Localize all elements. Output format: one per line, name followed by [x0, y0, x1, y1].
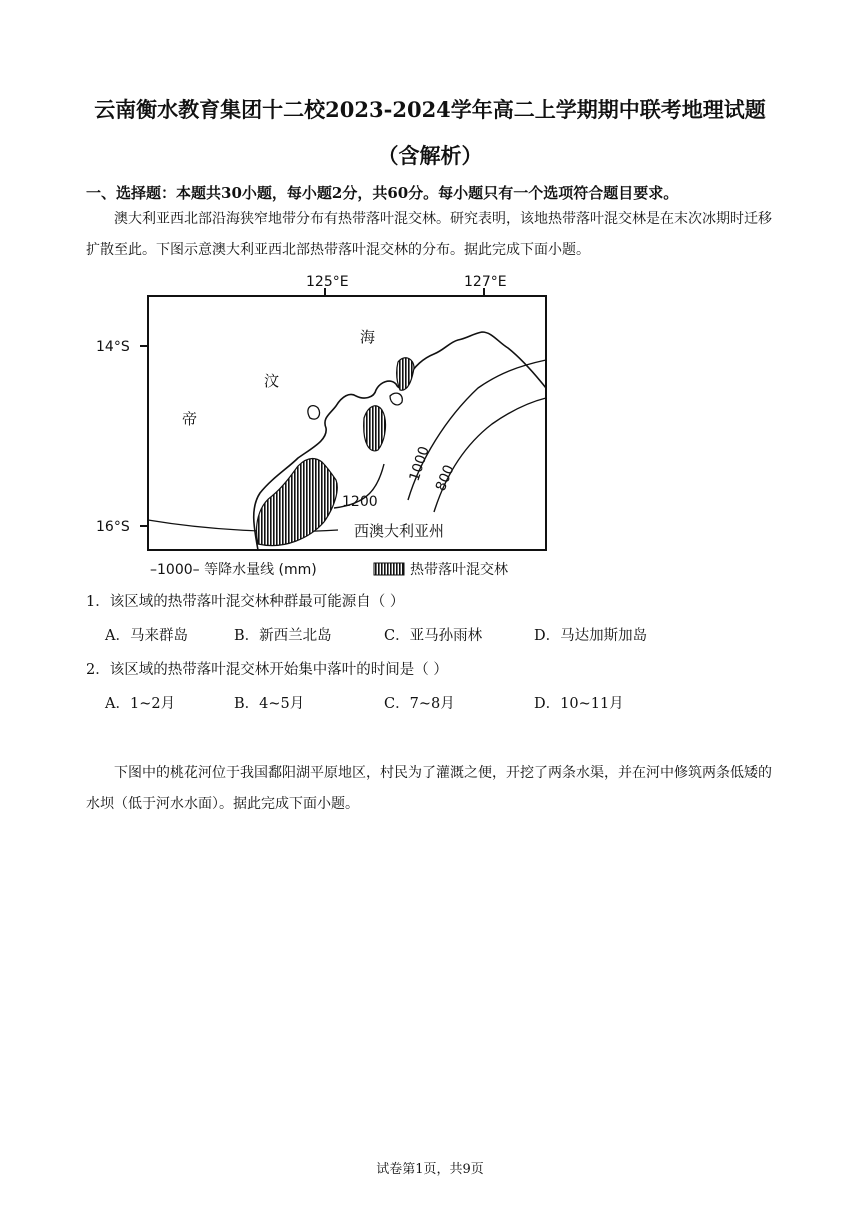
sea-char-2: 汶: [264, 372, 280, 390]
forest-patch-south: [257, 459, 338, 546]
forest-distribution-map: [78, 268, 558, 584]
legend-forest-text: 热带落叶混交林: [410, 562, 508, 578]
intro-paragraph-2: [86, 758, 776, 820]
isohyet-800: [434, 398, 546, 512]
question-2-stem: 2．该区域的热带落叶混交林开始集中落叶的时间是（ ）: [86, 662, 448, 678]
section-heading: 一、选择题：本题共30小题，每小题2分，共60分。每小题只有一个选项符合题目要求。: [86, 184, 679, 202]
forest-patch-central: [364, 406, 386, 451]
question-1-stem: 1．该区域的热带落叶混交林种群最可能源自（ ）: [86, 594, 405, 610]
isohyet-label-800: 800: [432, 462, 458, 494]
lat-label-16: 16°S: [96, 519, 130, 535]
isohyet-label-1200: 1200: [342, 494, 378, 510]
sea-char-3: 海: [360, 328, 376, 346]
lon-label-125: 125°E: [306, 274, 349, 290]
intro-text-2: 下图中的桃花河位于我国鄱阳湖平原地区，村民为了灌溉之便，开挖了两条水渠，并在河中修筑两条低矮的水坝（低于河水水面）。据此完成下面小题。: [86, 765, 772, 812]
paper-subtitle: （含解析）: [377, 143, 483, 168]
question-1-option-d: D．马达加斯加岛: [534, 628, 648, 644]
question-2-option-b: B．4~5月: [234, 696, 305, 712]
isohyet-label-1000: 1000: [406, 444, 433, 484]
question-1-option-a: A．马来群岛: [105, 628, 188, 644]
lon-label-127: 127°E: [464, 274, 507, 290]
region-label: 西澳大利亚州: [354, 522, 445, 540]
intro-text-1: 澳大利亚西北部沿海狭窄地带分布有热带落叶混交林。研究表明，该地热带落叶混交林是在末次冰期时迁移扩散至此。下图示意澳大利亚西北部热带落叶混交林的分布。据此完成下面小题。: [86, 211, 772, 258]
paper-title: 云南衡水教育集团十二校2023-2024学年高二上学期期中联考地理试题: [94, 97, 766, 122]
isohyet-1000: [408, 360, 546, 500]
intro-paragraph-1: [86, 204, 776, 266]
question-2-option-a: A．1~2月: [105, 696, 176, 712]
legend-isohyet-text: 等降水量线 (mm): [204, 562, 317, 578]
lat-label-14: 14°S: [96, 339, 130, 355]
question-1-option-b: B．新西兰北岛: [234, 628, 332, 644]
question-1-option-c: C．亚马孙雨林: [384, 628, 483, 644]
map-frame: [148, 296, 546, 550]
forest-patch-north: [397, 358, 414, 390]
question-2-option-c: C．7~8月: [384, 696, 455, 712]
legend-isohyet-value: 1000: [157, 562, 193, 578]
page-footer: 试卷第1页，共9页: [376, 1162, 484, 1177]
legend-forest-swatch: [374, 563, 404, 575]
sea-char-1: 帝: [182, 410, 198, 428]
question-2-option-d: D．10~11月: [534, 696, 624, 712]
legend-isohyet: –1000– 等降水量线 (mm): [150, 562, 317, 578]
